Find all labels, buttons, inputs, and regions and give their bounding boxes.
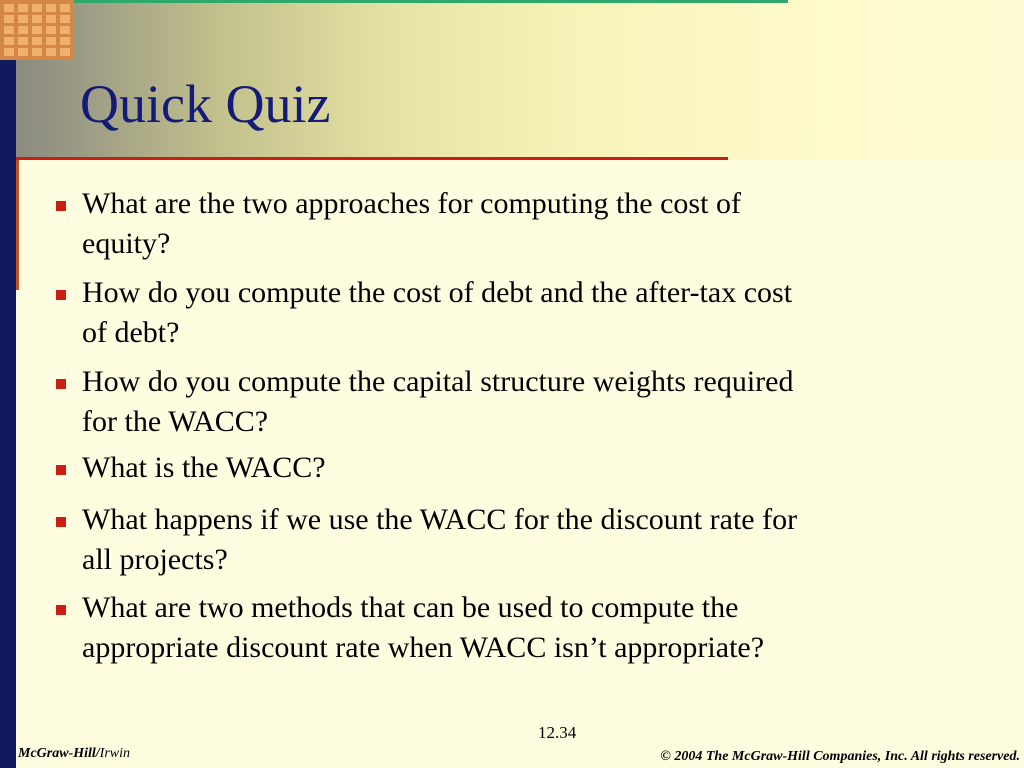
grid-cell bbox=[32, 37, 42, 45]
grid-cell bbox=[46, 26, 56, 34]
grid-cell bbox=[60, 4, 70, 12]
bullet-marker bbox=[56, 201, 66, 211]
grid-cell bbox=[60, 37, 70, 45]
copyright-notice: © 2004 The McGraw-Hill Companies, Inc. All rights reserved. bbox=[660, 749, 1020, 764]
grid-cell bbox=[46, 15, 56, 23]
grid-cell bbox=[18, 48, 28, 56]
bullet-2-line-2: of debt? bbox=[82, 316, 180, 349]
slide-title: Quick Quiz bbox=[80, 74, 331, 134]
bullet-6-line-1: What are two methods that can be used to compute the bbox=[82, 591, 739, 624]
bullet-5-line-2: all projects? bbox=[82, 543, 228, 576]
bullet-marker bbox=[56, 465, 66, 475]
grid-cell bbox=[32, 26, 42, 34]
grid-cell bbox=[18, 37, 28, 45]
bullet-2-line-1: How do you compute the cost of debt and the after-tax cost bbox=[82, 276, 793, 309]
bullet-marker bbox=[56, 290, 66, 300]
grid-cell bbox=[46, 37, 56, 45]
bullet-1-line-1: What are the two approaches for computing the cost of bbox=[82, 187, 741, 220]
grid-cell bbox=[18, 4, 28, 12]
bullet-3-line-1: How do you compute the capital structure weights required bbox=[82, 365, 794, 398]
grid-cell bbox=[60, 48, 70, 56]
bullet-marker bbox=[56, 605, 66, 615]
corner-grid-logo bbox=[0, 0, 74, 60]
grid-cell bbox=[4, 26, 14, 34]
grid-cell bbox=[4, 4, 14, 12]
publisher-name: McGraw-Hill/ bbox=[18, 746, 100, 761]
bullet-3-line-2: for the WACC? bbox=[82, 405, 269, 438]
left-navy-bar bbox=[0, 0, 16, 768]
bullet-marker bbox=[56, 379, 66, 389]
grid-cell bbox=[18, 26, 28, 34]
grid-cell bbox=[4, 15, 14, 23]
publisher-label bbox=[18, 746, 130, 762]
side-accent-line bbox=[16, 160, 19, 290]
grid-cell bbox=[32, 15, 42, 23]
bullet-marker bbox=[56, 517, 66, 527]
page-number: 12.34 bbox=[538, 723, 577, 742]
grid-cell bbox=[60, 15, 70, 23]
grid-cell bbox=[4, 37, 14, 45]
bullet-1-line-2: equity? bbox=[82, 227, 171, 260]
grid-cell bbox=[32, 48, 42, 56]
grid-cell bbox=[18, 15, 28, 23]
title-underline bbox=[16, 157, 728, 160]
bullet-6-line-2: appropriate discount rate when WACC isn’t appropriate? bbox=[82, 631, 765, 664]
grid-cell bbox=[32, 4, 42, 12]
imprint-name: Irwin bbox=[99, 746, 131, 761]
grid-cell bbox=[46, 48, 56, 56]
top-green-line bbox=[72, 0, 788, 3]
bullet-5-line-1: What happens if we use the WACC for the discount rate for bbox=[82, 503, 798, 536]
grid-cell bbox=[60, 26, 70, 34]
bullet-4-line-1: What is the WACC? bbox=[82, 451, 326, 484]
grid-cell bbox=[46, 4, 56, 12]
grid-cell bbox=[4, 48, 14, 56]
